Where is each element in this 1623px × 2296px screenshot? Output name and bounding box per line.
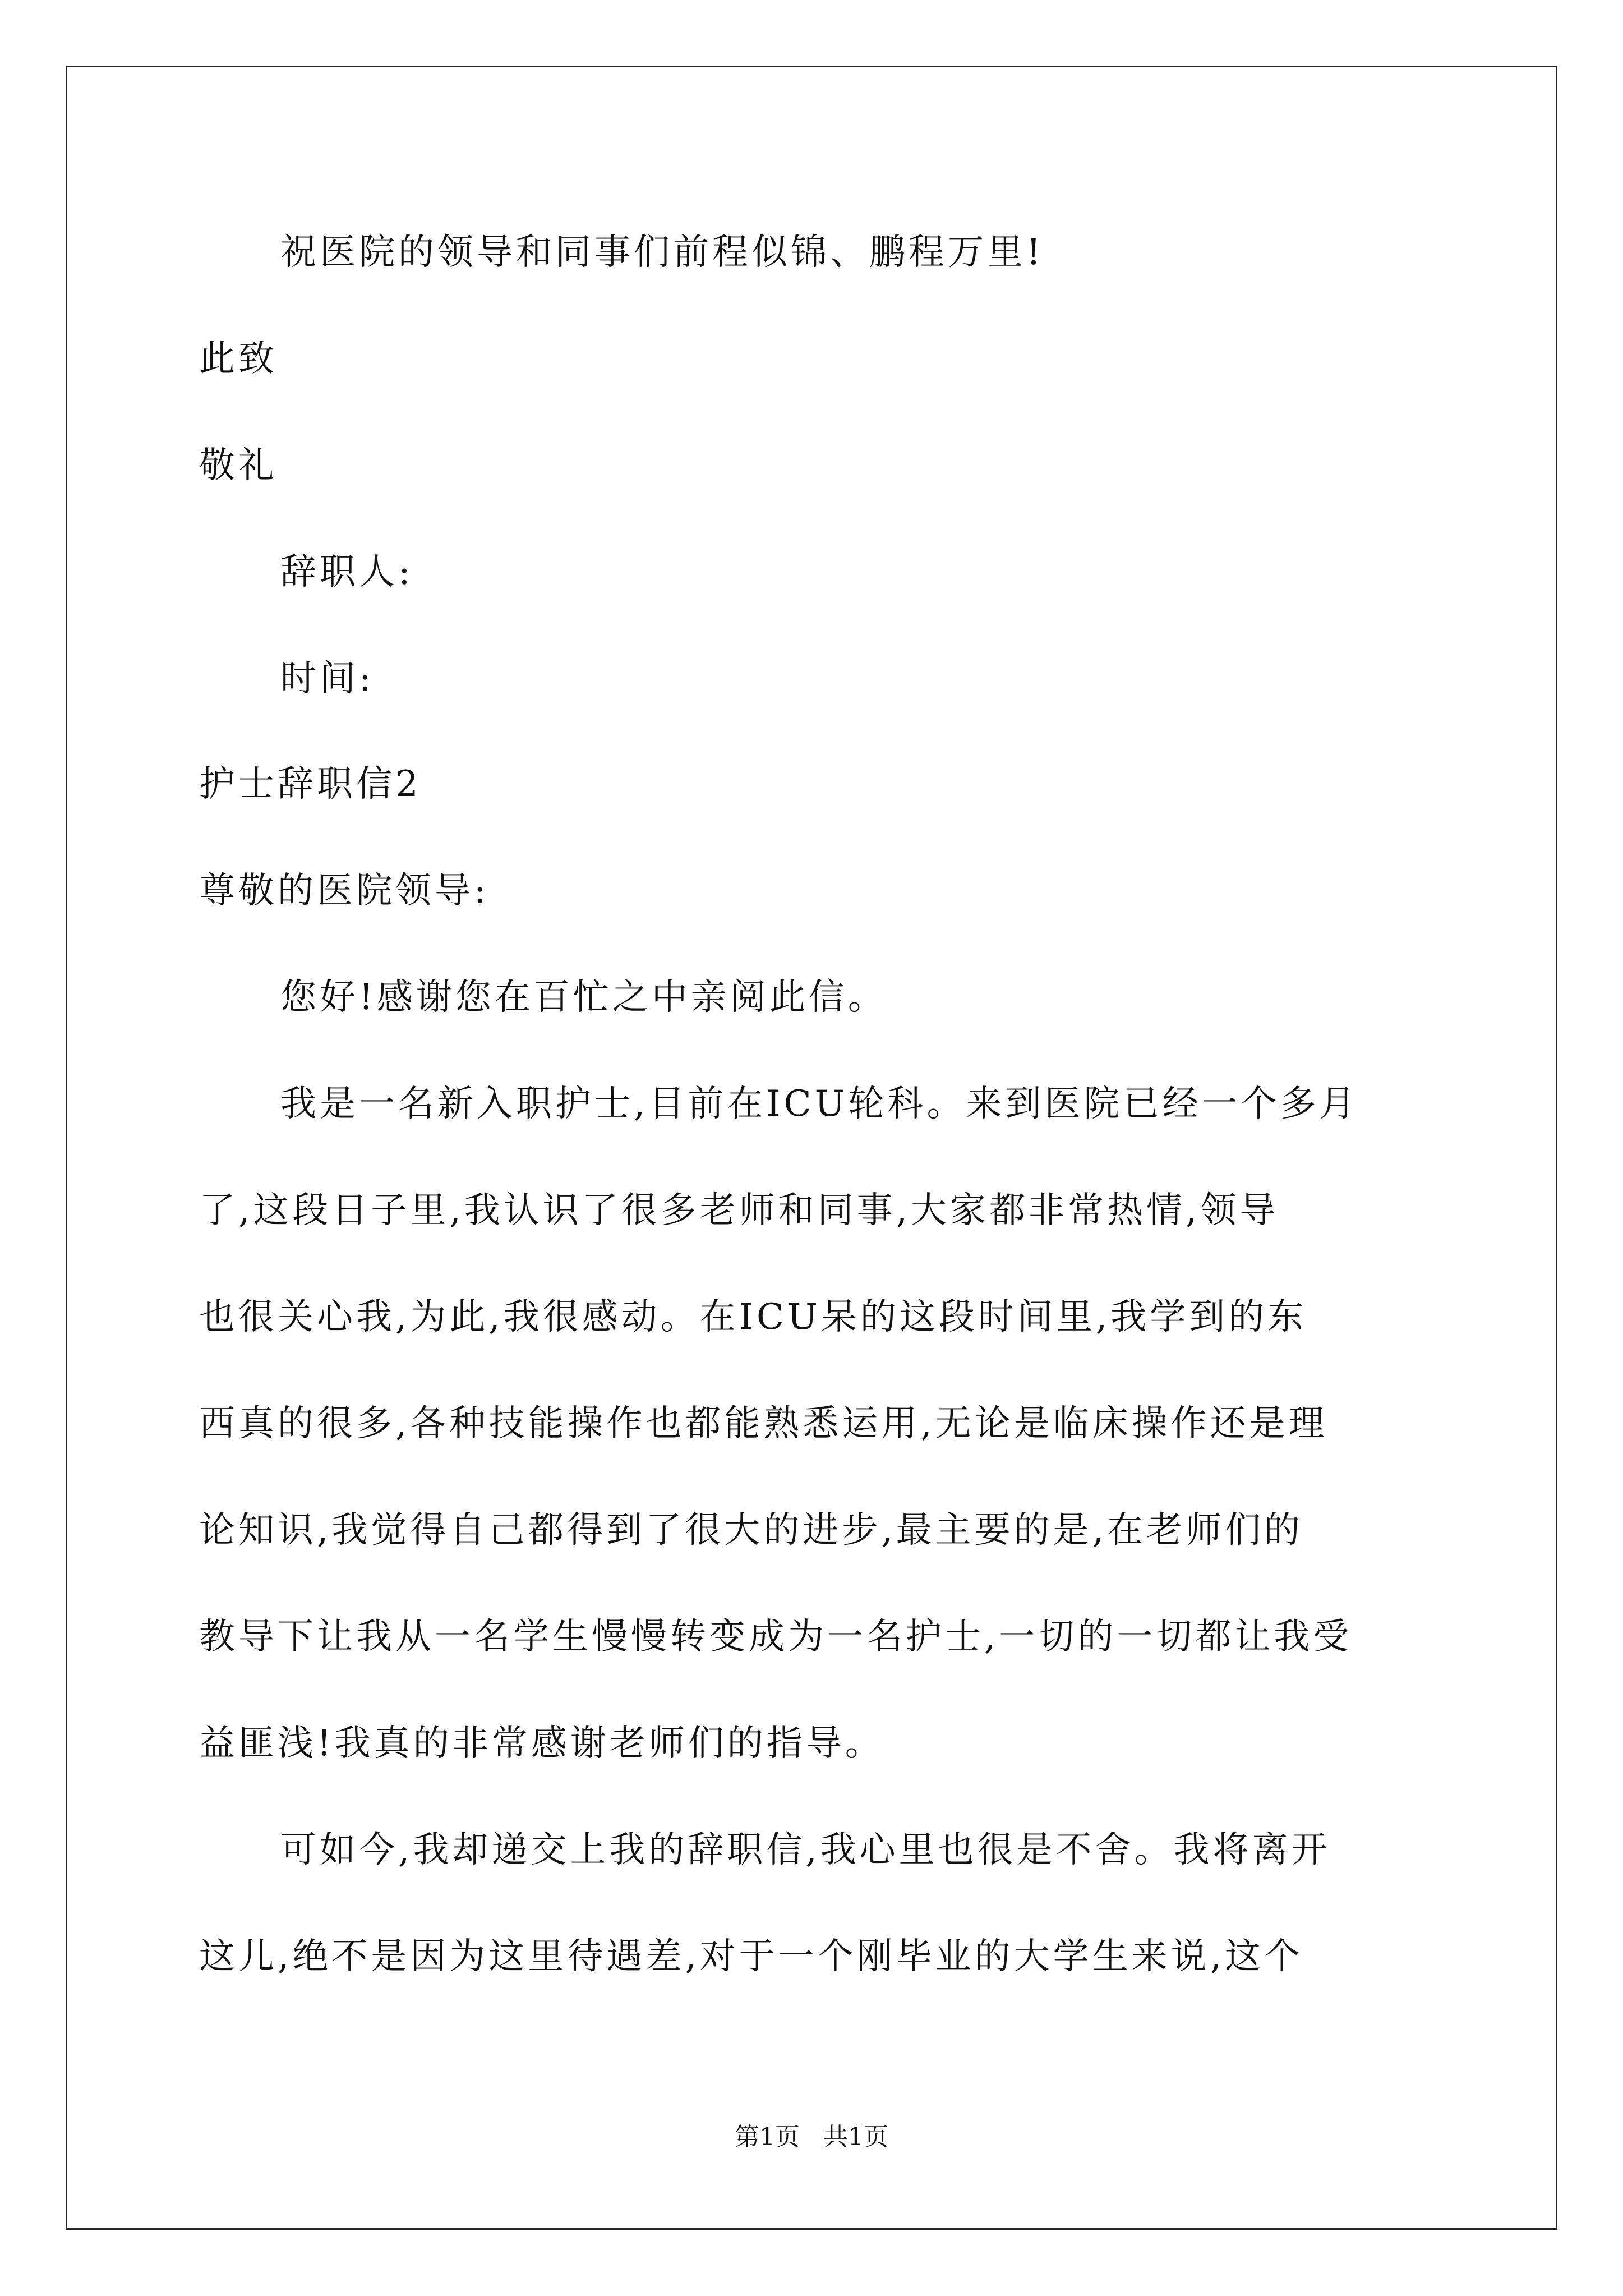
salutation-jingli: 敬礼 [199,445,278,486]
page-border [66,66,1557,2230]
closing-wish: 祝医院的领导和同事们前程似锦、鹏程万里! [280,232,1044,273]
page-footer: 第1页 共1页 [735,2123,888,2151]
paragraph-line: 也很关心我,为此,我很感动。在ICU呆的这段时间里,我学到的东 [199,1296,1307,1338]
date-label: 时间: [280,658,375,700]
paragraph-line: 我是一名新入职护士,目前在ICU轮科。来到医院已经一个多月 [280,1083,1359,1125]
resigner-label: 辞职人: [280,551,414,593]
paragraph-line: 可如今,我却递交上我的辞职信,我心里也很是不舍。我将离开 [280,1829,1331,1871]
paragraph-line: 了,这段日子里,我认识了很多老师和同事,大家都非常热情,领导 [199,1190,1279,1231]
paragraph-line: 西真的很多,各种技能操作也都能熟悉运用,无论是临床操作还是理 [199,1403,1328,1444]
greeting-paragraph: 您好!感谢您在百忙之中亲阅此信。 [280,977,887,1018]
paragraph-line: 益匪浅!我真的非常感谢老师们的指导。 [199,1723,884,1764]
section-title: 护士辞职信2 [199,763,422,805]
salutation-cizhi: 此致 [199,338,278,380]
paragraph-line: 论知识,我觉得自己都得到了很大的进步,最主要的是,在老师们的 [199,1510,1304,1551]
paragraph-line: 这儿,绝不是因为这里待遇差,对于一个刚毕业的大学生来说,这个 [199,1936,1304,1977]
paragraph-line: 教导下让我从一名学生慢慢转变成为一名护士,一切的一切都让我受 [199,1616,1353,1658]
addressee: 尊敬的医院领导: [199,870,490,912]
